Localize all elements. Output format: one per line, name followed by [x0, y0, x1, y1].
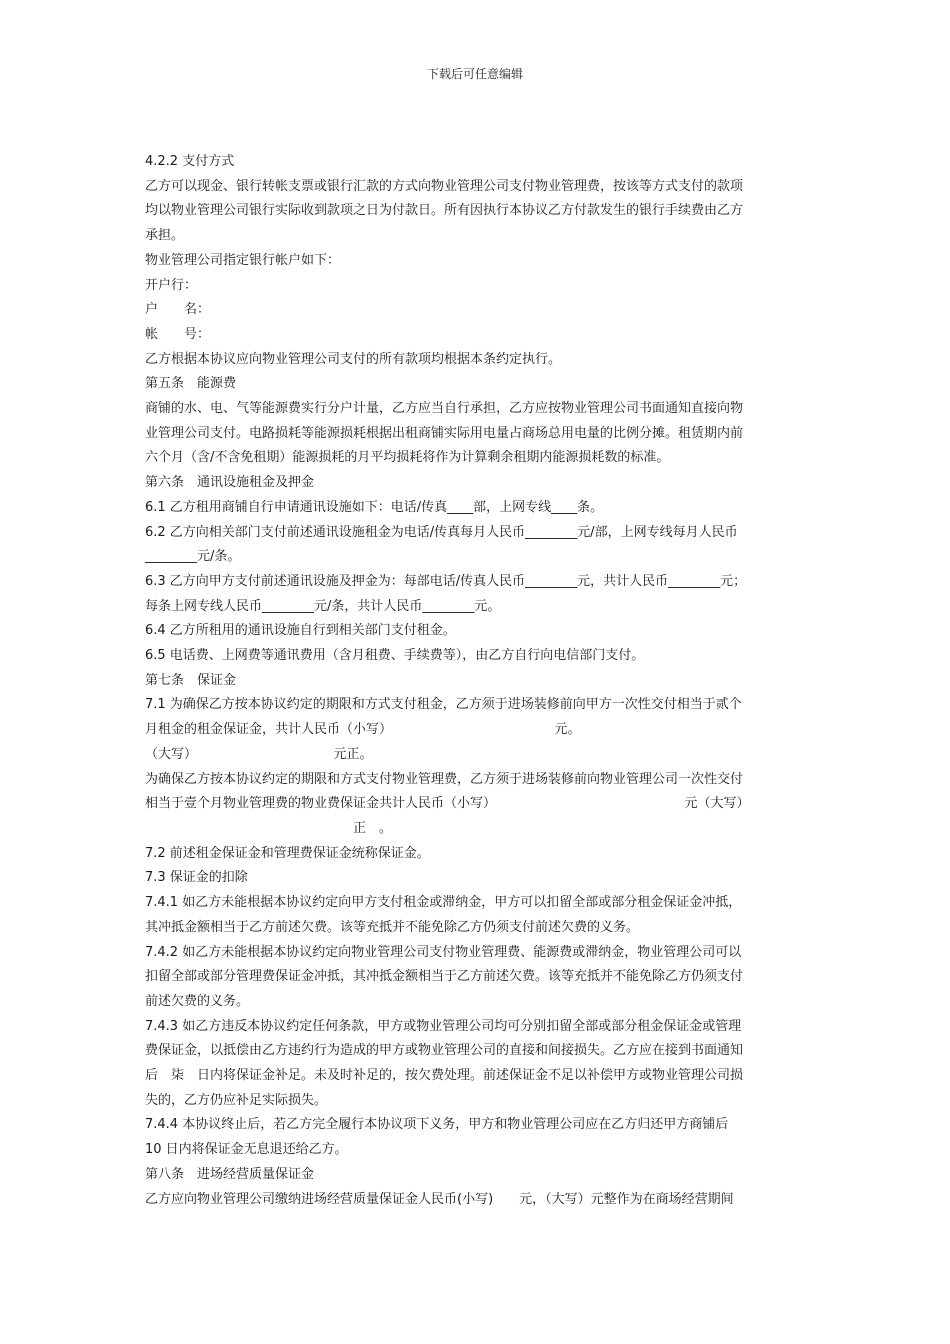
text-line: 7.4.3 如乙方违反本协议约定任何条款，甲方或物业管理公司均可分别扣留全部或部分租金保证金或管理 — [145, 1018, 742, 1034]
text-line: 相当于壹个月物业管理费的物业费保证金共计人民币（小写） 元（大写） — [145, 796, 750, 812]
text-line: （大写） 元正。 — [145, 746, 373, 762]
text-line: 每条上网专线人民币________元/条，共计人民币________元。 — [145, 598, 501, 614]
text-line: 月租金的租金保证金，共计人民币（小写） 元。 — [145, 722, 581, 738]
text-line: 6.1 乙方租用商铺自行申请通讯设施如下：电话/传真____部，上网专线____条。 — [145, 499, 604, 515]
text-line: 第五条 能源费 — [145, 376, 237, 392]
text-line: 10 日内将保证金无息退还给乙方。 — [145, 1142, 348, 1158]
text-line: 6.5 电话费、上网费等通讯费用（含月租费、手续费等），由乙方自行向电信部门支付。 — [145, 648, 645, 664]
text-line: 6.2 乙方向相关部门支付前述通讯设施租金为电话/传真每月人民币________元/部，上网专线每月人民币 — [145, 524, 738, 540]
text-line: 乙方应向物业管理公司缴纳进场经营质量保证金人民币(小写) 元，（大写）元整作为在商场经营期间 — [145, 1191, 734, 1207]
text-line: 其冲抵金额相当于乙方前述欠费。该等充抵并不能免除乙方仍须支付前述欠费的义务。 — [145, 919, 640, 935]
page-header-note: 下载后可任意编辑 — [426, 67, 523, 81]
text-line: 第六条 通讯设施租金及押金 — [145, 475, 315, 491]
text-line: 7.4.2 如乙方未能根据本协议约定向物业管理公司支付物业管理费、能源费或滞纳金，物业管理公司可以 — [145, 944, 742, 960]
text-line: 7.3 保证金的扣除 — [145, 870, 248, 886]
text-line: 户 名： — [145, 302, 211, 318]
text-line: 6.4 乙方所租用的通讯设施自行到相关部门支付租金。 — [145, 623, 456, 639]
text-line: 失的，乙方仍应补足实际损失。 — [145, 1092, 328, 1108]
text-line: 7.1 为确保乙方按本协议约定的期限和方式支付租金，乙方须于进场装修前向甲方一次性交付相当于贰个 — [145, 697, 742, 713]
text-line: 六个月（含/不含免租期）能源损耗的月平均损耗将作为计算剩余租期内能源损耗数的标准。 — [145, 450, 670, 466]
text-line: 4.2.2 支付方式 — [145, 154, 235, 169]
text-line: 7.4.4 本协议终止后，若乙方完全履行本协议项下义务，甲方和物业管理公司应在乙方归还甲方商铺后 — [145, 1117, 729, 1133]
document-body — [145, 150, 825, 1212]
text-line: 正 。 — [145, 820, 393, 836]
text-line: 扣留全部或部分管理费保证金冲抵，其冲抵金额相当于乙方前述欠费。该等充抵并不能免除乙方仍须支付 — [145, 969, 744, 985]
text-line: 乙方可以现金、银行转帐支票或银行汇款的方式向物业管理公司支付物业管理费，按该等方式支付的款项 — [145, 178, 744, 194]
text-line: 第八条 进场经营质量保证金 — [145, 1166, 315, 1182]
text-line: 前述欠费的义务。 — [145, 993, 250, 1009]
text-line: 6.3 乙方向甲方支付前述通讯设施及押金为：每部电话/传真人民币________元，共计人民币________元； — [145, 573, 747, 589]
text-line: 开户行： — [145, 277, 198, 293]
text-line: 物业管理公司指定银行帐户如下： — [145, 252, 341, 268]
text-line: 为确保乙方按本协议约定的期限和方式支付物业管理费，乙方须于进场装修前向物业管理公司一次性交付 — [145, 771, 744, 787]
text-line: 第七条 保证金 — [145, 672, 237, 688]
text-line: 7.4.1 如乙方未能根据本协议约定向甲方支付租金或滞纳金，甲方可以扣留全部或部分租金保证金冲抵， — [145, 895, 742, 911]
text-line: 乙方根据本协议应向物业管理公司支付的所有款项均根据本条约定执行。 — [145, 351, 562, 367]
text-line: 业管理公司支付。电路损耗等能源损耗根据出租商铺实际用电量占商场总用电量的比例分摊。租赁期内前 — [145, 425, 744, 441]
text-line: 均以物业管理公司银行实际收到款项之日为付款日。所有因执行本协议乙方付款发生的银行手续费由乙方 — [145, 203, 744, 219]
text-line: 费保证金，以抵偿由乙方违约行为造成的甲方或物业管理公司的直接和间接损失。乙方应在接到书面通知 — [145, 1043, 744, 1059]
text-line: 后 柒 日内将保证金补足。未及时补足的，按欠费处理。前述保证金不足以补偿甲方或物业管理公司损 — [145, 1068, 744, 1084]
text-line: 7.2 前述租金保证金和管理费保证金统称保证金。 — [145, 845, 430, 861]
text-line: 商铺的水、电、气等能源费实行分户计量，乙方应当自行承担，乙方应按物业管理公司书面通知直接向物 — [145, 401, 744, 417]
text-line: 帐 号： — [145, 326, 211, 342]
text-line: ________元/条。 — [145, 549, 241, 565]
text-line: 承担。 — [145, 228, 185, 244]
